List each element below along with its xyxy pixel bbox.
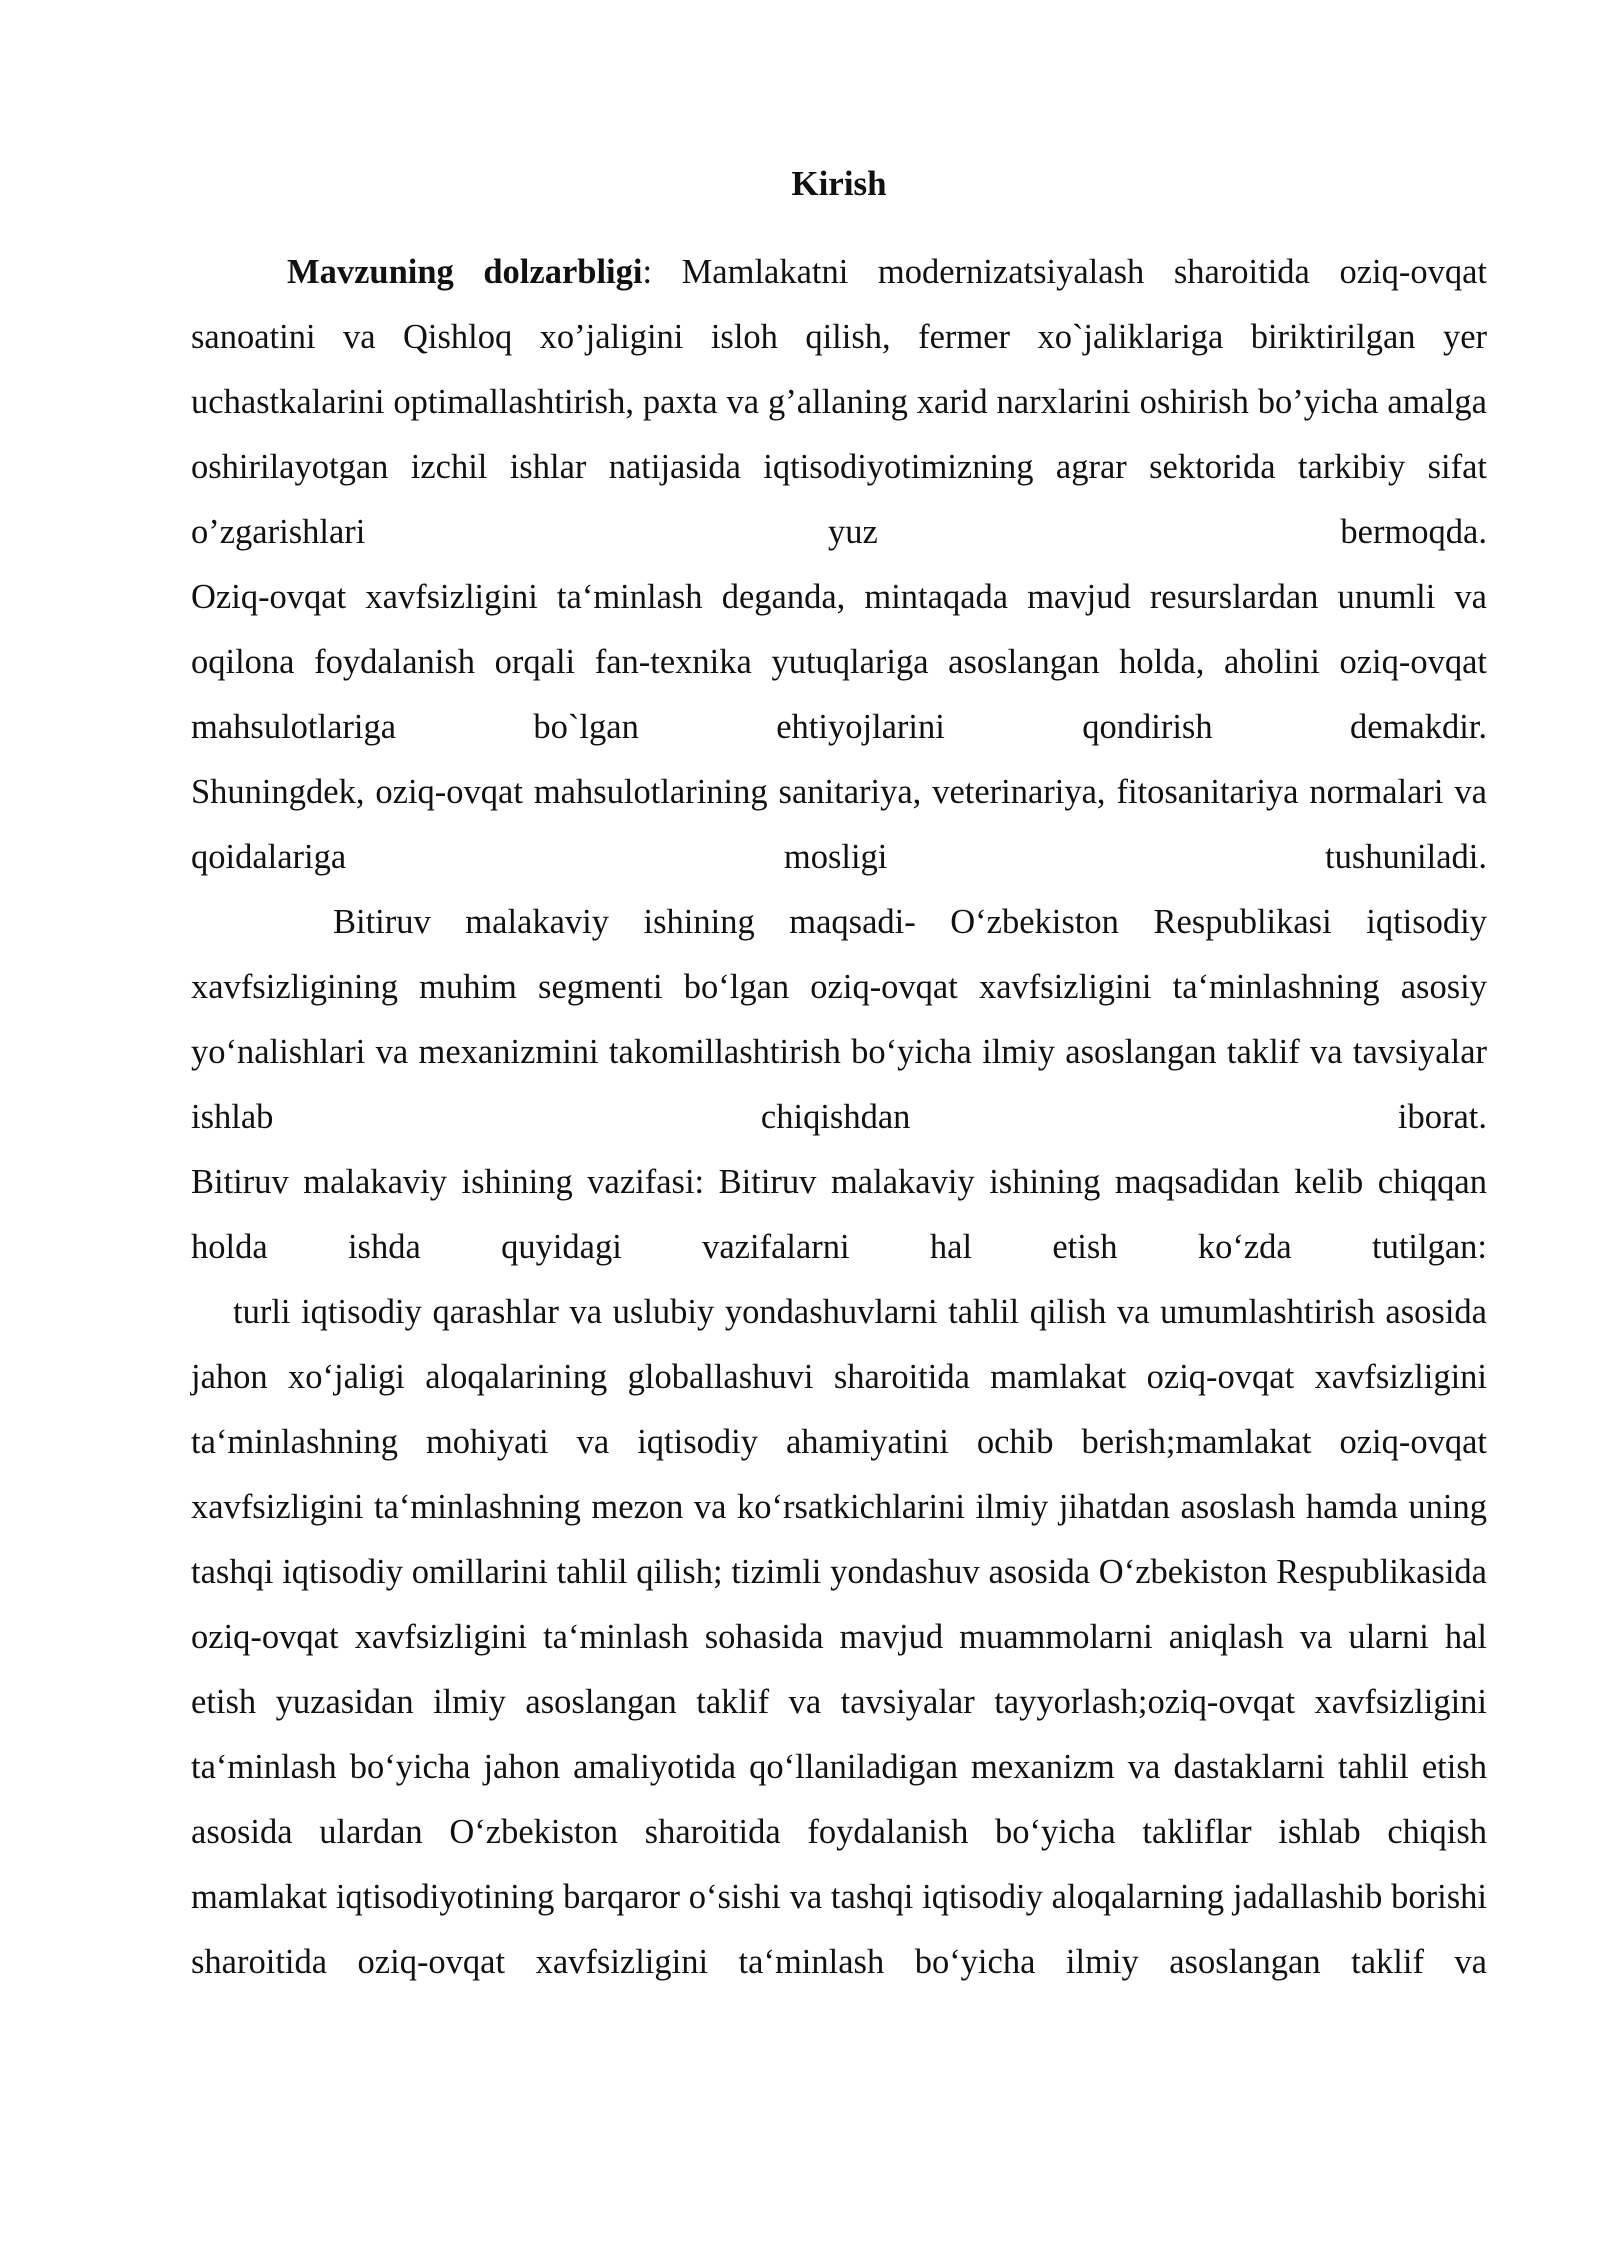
paragraph-text-food-security-definition: Oziq-ovqat xavfsizligini ta‘minlash deganda, mintaqada mavjud resurslardan unumli va oqilona foydalanish orqali fan-texnika yutuqlariga asoslangan holda, aholini oziq-ovqat mahsulotlariga bo`lgan ehtiyojlarini qondirish demakdir. bbox=[191, 578, 1487, 746]
paragraph-text-tasks-list: turli iqtisodiy qarashlar va uslubiy yondashuvlarni tahlil qilish va umumlashtirish asosida jahon xo‘jaligi aloqalarining globallashuvi sharoitida mamlakat oziq-ovqat xavfsizligini ta‘minlashning mohiyati va iqtisodiy ahamiyatini ochib berish;mamlakat oziq-ovqat xavfsizligini ta‘minlashning mezon va ko‘rsatkichlarini ilmiy jihatdan asoslash hamda uning tashqi iqtisodiy omillarini tahlil qilish; tizimli yondashuv asosida O‘zbekiston Respublikasida oziq-ovqat xavfsizligini ta‘minlash sohasida mavjud muammolarni aniqlash va ularni hal etish yuzasidan ilmiy asoslangan taklif va tavsiyalar tayyorlash;oziq-ovqat xavfsizligini ta‘minlash bo‘yicha jahon amaliyotida qo‘llaniladigan mexanizm va dastaklarni tahlil etish asosida ulardan O‘zbekiston sharoitida foydalanish bo‘yicha takliflar ishlab chiqish mamlakat iqtisodiyotining barqaror o‘sishi va tashqi iqtisodiy aloqalarning jadallashib borishi sharoitida oziq-ovqat xavfsizligini ta‘minlash bo‘yicha ilmiy asoslangan taklif va bbox=[191, 1293, 1487, 1981]
paragraph-goal bbox=[191, 890, 1487, 1150]
paragraph-text-norms: Shuningdek, oziq-ovqat mahsulotlarining sanitariya, veterinariya, fitosanitariya normalari va qoidalariga mosligi tushuniladi. bbox=[191, 773, 1487, 876]
paragraph-food-security-definition bbox=[191, 565, 1487, 760]
page-title: Kirish bbox=[791, 164, 887, 203]
paragraph-text-goal: Bitiruv malakaviy ishining maqsadi- O‘zbekiston Respublikasi iqtisodiy xavfsizligining muhim segmenti bo‘lgan oziq-ovqat xavfsizligini ta‘minlashning asosiy yo‘nalishlari va mexanizmini takomillashtirish bo‘yicha ilmiy asoslangan taklif va tavsiyalar ishlab chiqishdan iborat. bbox=[191, 903, 1487, 1136]
document-body bbox=[191, 240, 1487, 1995]
paragraph-tasks-list bbox=[191, 1280, 1487, 1995]
paragraph-relevance bbox=[191, 240, 1487, 565]
paragraph-norms bbox=[191, 760, 1487, 890]
paragraph-text-tasks-intro: Bitiruv malakaviy ishining vazifasi: Bitiruv malakaviy ishining maqsadidan kelib chiqqan holda ishda quyidagi vazifalarni hal etish ko‘zda tutilgan: bbox=[191, 1163, 1487, 1266]
paragraph-lead-relevance: Mavzuning dolzarbligi bbox=[287, 253, 643, 291]
paragraph-text-relevance: : Mamlakatni modernizatsiyalash sharoitida oziq-ovqat sanoatini va Qishloq xo’jaligini isloh qilish, fermer xo`jaliklariga biriktirilgan yer uchastkalarini optimallashtirish, paxta va g’allaning xarid narxlarini oshirish bo’yicha amalga oshirilayotgan izchil ishlar natijasida iqtisodiyotimizning agrar sektorida tarkibiy sifat o’zgarishlari yuz bermoqda. bbox=[191, 253, 1487, 551]
paragraph-tasks-intro bbox=[191, 1150, 1487, 1280]
